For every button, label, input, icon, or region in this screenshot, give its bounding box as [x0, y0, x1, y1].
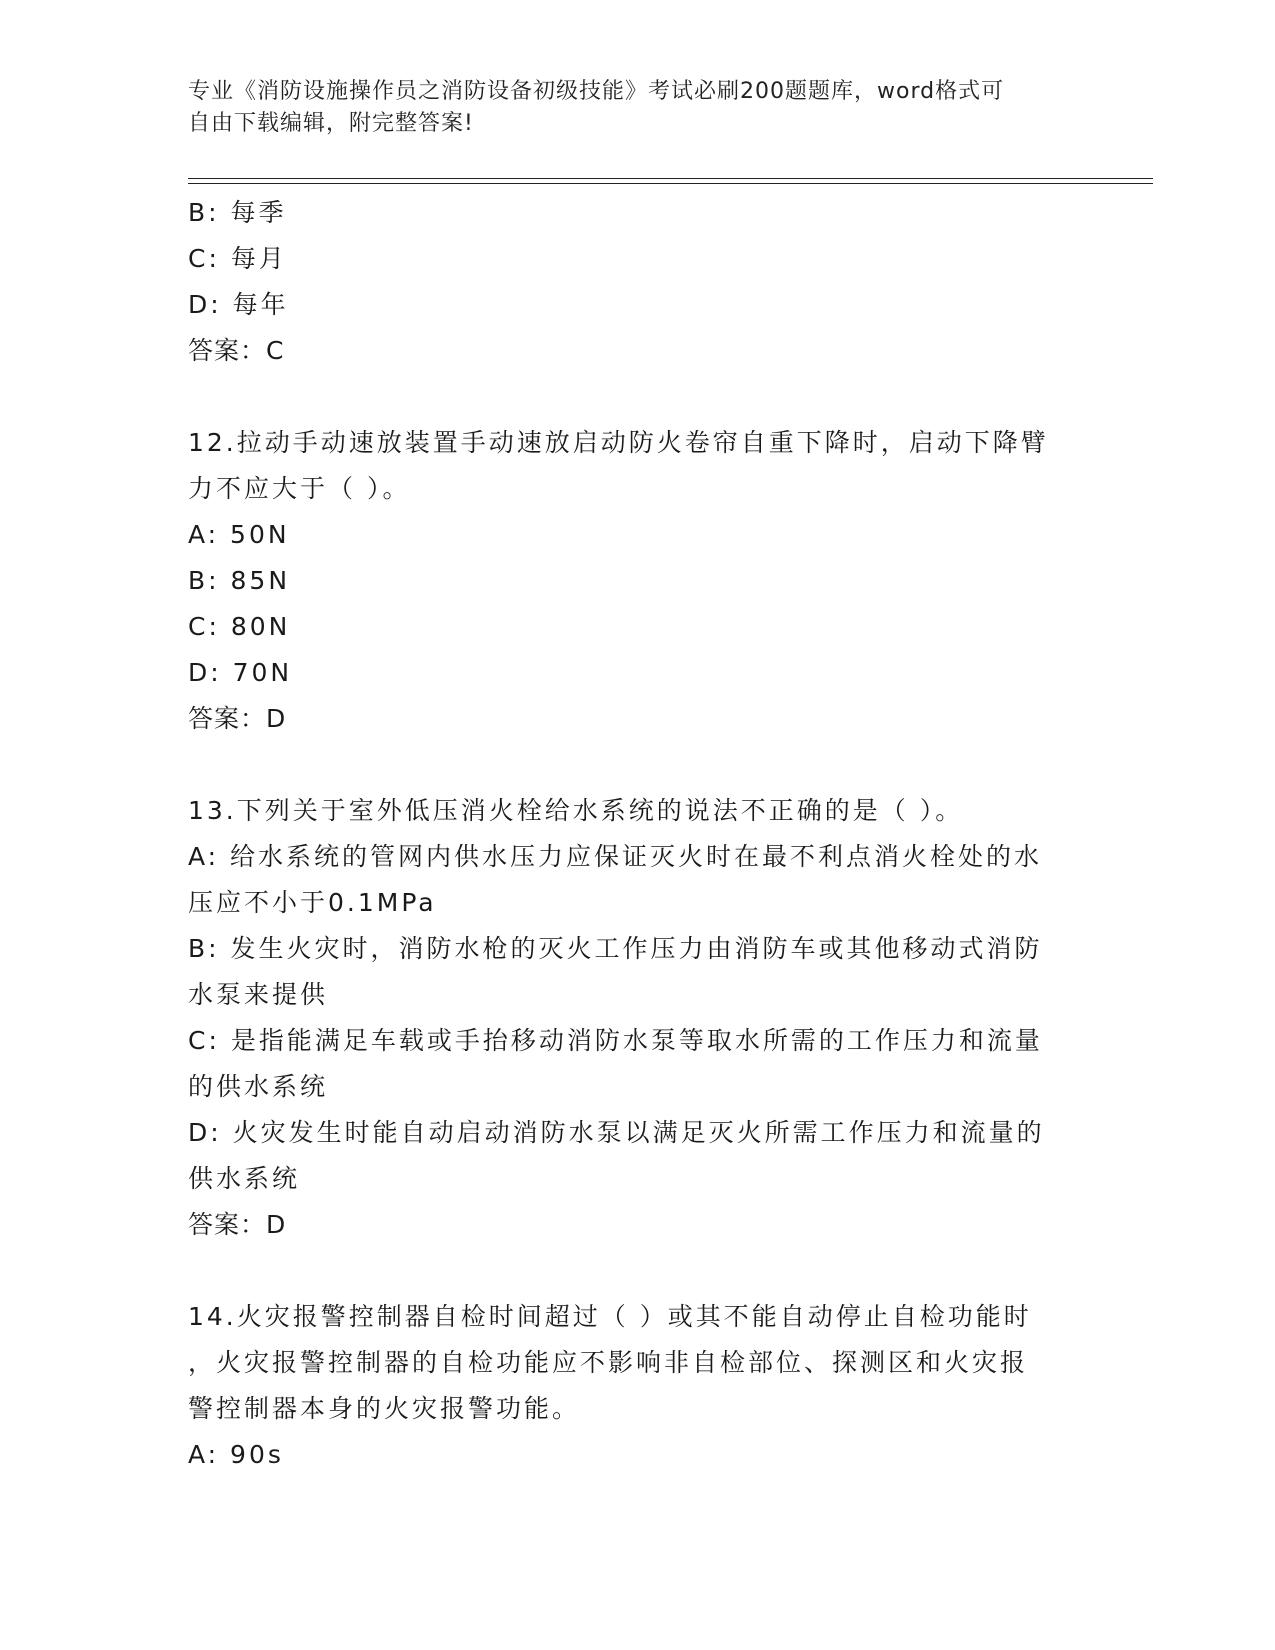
document-body: [188, 190, 1068, 1478]
option-a: A: 90s: [188, 1440, 284, 1469]
question-continued: [188, 190, 1068, 374]
header-rule-bottom: [188, 183, 1153, 184]
option-c: C: 是指能满足车载或手抬移动消防水泵等取水所需的工作压力和流量: [188, 1026, 1043, 1055]
question-stem-line: 警控制器本身的火灾报警功能。: [188, 1394, 581, 1423]
question-stem-line: ，火灾报警控制器的自检功能应不影响非自检部位、探测区和火灾报: [188, 1348, 1029, 1377]
option-d: D: 70N: [188, 658, 293, 687]
option-c: C: 80N: [188, 612, 291, 641]
option-a: A: 50N: [188, 520, 290, 549]
question-stem-line: 14.火灾报警控制器自检时间超过（ ）或其不能自动停止自检功能时: [188, 1302, 1032, 1331]
option-d: D: 火灾发生时能自动启动消防水泵以满足灭火所需工作压力和流量的: [188, 1118, 1045, 1147]
option-a: A: 给水系统的管网内供水压力应保证灭火时在最不利点消火栓处的水: [188, 842, 1043, 871]
option-b: B: 85N: [188, 566, 291, 595]
option-b: B: 发生火灾时，消防水枪的灭火工作压力由消防车或其他移动式消防: [188, 934, 1043, 963]
header-line-2: 自由下载编辑，附完整答案!: [188, 111, 474, 136]
option-d-continued: 供水系统: [188, 1164, 301, 1193]
option-b: B: 每季: [188, 198, 287, 227]
header-rule-top: [188, 178, 1153, 179]
answer-line: 答案：D: [188, 704, 287, 733]
question-stem-line: 13.下列关于室外低压消火栓给水系统的说法不正确的是（ ）。: [188, 796, 964, 825]
document-header: [188, 76, 1068, 140]
question-12: [188, 420, 1068, 742]
answer-line: 答案：C: [188, 336, 285, 365]
option-c: C: 每月: [188, 244, 287, 273]
option-a-continued: 压应不小于0.1MPa: [188, 888, 437, 917]
option-b-continued: 水泵来提供: [188, 980, 329, 1009]
option-c-continued: 的供水系统: [188, 1072, 329, 1101]
option-d: D: 每年: [188, 290, 289, 319]
question-stem-line: 力不应大于（ ）。: [188, 474, 411, 503]
question-14: [188, 1294, 1068, 1478]
answer-line: 答案：D: [188, 1210, 287, 1239]
header-line-1: 专业《消防设施操作员之消防设备初级技能》考试必刷200题题库，word格式可: [188, 79, 1005, 104]
question-stem-line: 12.拉动手动速放装置手动速放启动防火卷帘自重下降时，启动下降臂: [188, 428, 1049, 457]
question-13: [188, 788, 1068, 1248]
